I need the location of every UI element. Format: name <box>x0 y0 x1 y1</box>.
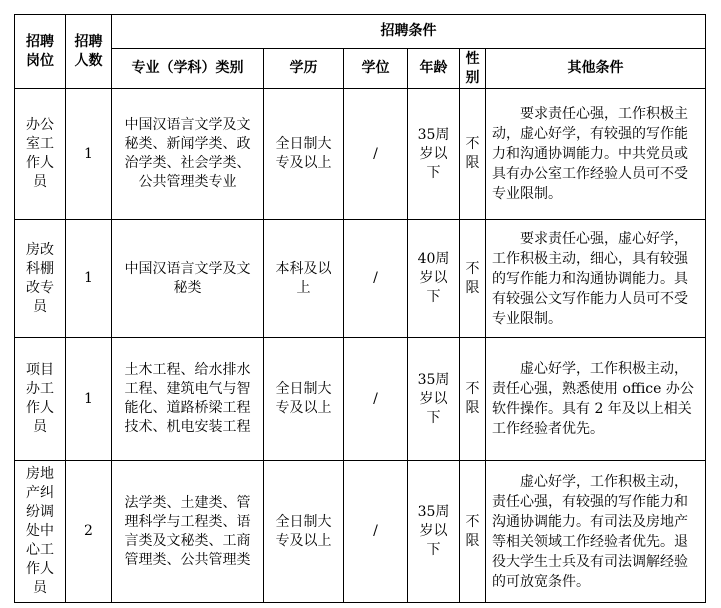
cell-other: 要求责任心强，工作积极主动，虚心好学，有较强的写作能力和沟通协调能力。中共党员或具有办公室工作经验人员可不受专业限制。 <box>486 89 706 220</box>
cell-gender: 不限 <box>460 461 486 603</box>
cell-education: 全日制大专及以上 <box>264 461 344 603</box>
table-row <box>15 220 706 338</box>
header-gender: 性别 <box>460 49 486 89</box>
table-row <box>15 89 706 220</box>
cell-other: 要求责任心强，虚心好学，工作积极主动，细心，具有较强的写作能力和沟通协调能力。具有较强公文写作能力人员可不受专业限制。 <box>486 220 706 338</box>
recruitment-table <box>14 14 706 603</box>
cell-count: 1 <box>66 89 112 220</box>
header-count: 招聘人数 <box>66 15 112 89</box>
cell-position: 项目办工作人员 <box>15 338 66 461</box>
cell-education: 全日制大专及以上 <box>264 89 344 220</box>
cell-degree: / <box>344 461 408 603</box>
table-row <box>15 338 706 461</box>
cell-major: 中国汉语言文学及文秘类、新闻学类、政治学类、社会学类、公共管理类专业 <box>112 89 264 220</box>
cell-education: 本科及以上 <box>264 220 344 338</box>
cell-count: 1 <box>66 220 112 338</box>
header-conditions: 招聘条件 <box>112 15 706 49</box>
cell-age: 35周岁以下 <box>408 338 460 461</box>
cell-other: 虚心好学，工作积极主动，责任心强，熟悉使用 office 办公软件操作。具有 2 年及以上相关工作经验者优先。 <box>486 338 706 461</box>
cell-age: 40周岁以下 <box>408 220 460 338</box>
header-position: 招聘岗位 <box>15 15 66 89</box>
header-other: 其他条件 <box>486 49 706 89</box>
cell-position: 房改科棚改专员 <box>15 220 66 338</box>
cell-degree: / <box>344 89 408 220</box>
cell-major: 土木工程、给水排水工程、建筑电气与智能化、道路桥梁工程技术、机电安装工程 <box>112 338 264 461</box>
cell-education: 全日制大专及以上 <box>264 338 344 461</box>
cell-gender: 不限 <box>460 89 486 220</box>
cell-major: 中国汉语言文学及文秘类 <box>112 220 264 338</box>
cell-position: 办公室工作人员 <box>15 89 66 220</box>
header-age: 年龄 <box>408 49 460 89</box>
cell-age: 35周岁以下 <box>408 89 460 220</box>
cell-count: 2 <box>66 461 112 603</box>
header-degree: 学位 <box>344 49 408 89</box>
header-major: 专业（学科）类别 <box>112 49 264 89</box>
cell-age: 35周岁以下 <box>408 461 460 603</box>
cell-gender: 不限 <box>460 220 486 338</box>
cell-gender: 不限 <box>460 338 486 461</box>
cell-degree: / <box>344 220 408 338</box>
header-education: 学历 <box>264 49 344 89</box>
cell-major: 法学类、土建类、管理科学与工程类、语言类及文秘类、工商管理类、公共管理类 <box>112 461 264 603</box>
cell-degree: / <box>344 338 408 461</box>
cell-other: 虚心好学，工作积极主动，责任心强，有较强的写作能力和沟通协调能力。有司法及房地产等相关领域工作经验者优先。退役大学生士兵及有司法调解经验的可放宽条件。 <box>486 461 706 603</box>
cell-count: 1 <box>66 338 112 461</box>
cell-position: 房地产纠纷调处中心工作人员 <box>15 461 66 603</box>
table-row <box>15 461 706 603</box>
